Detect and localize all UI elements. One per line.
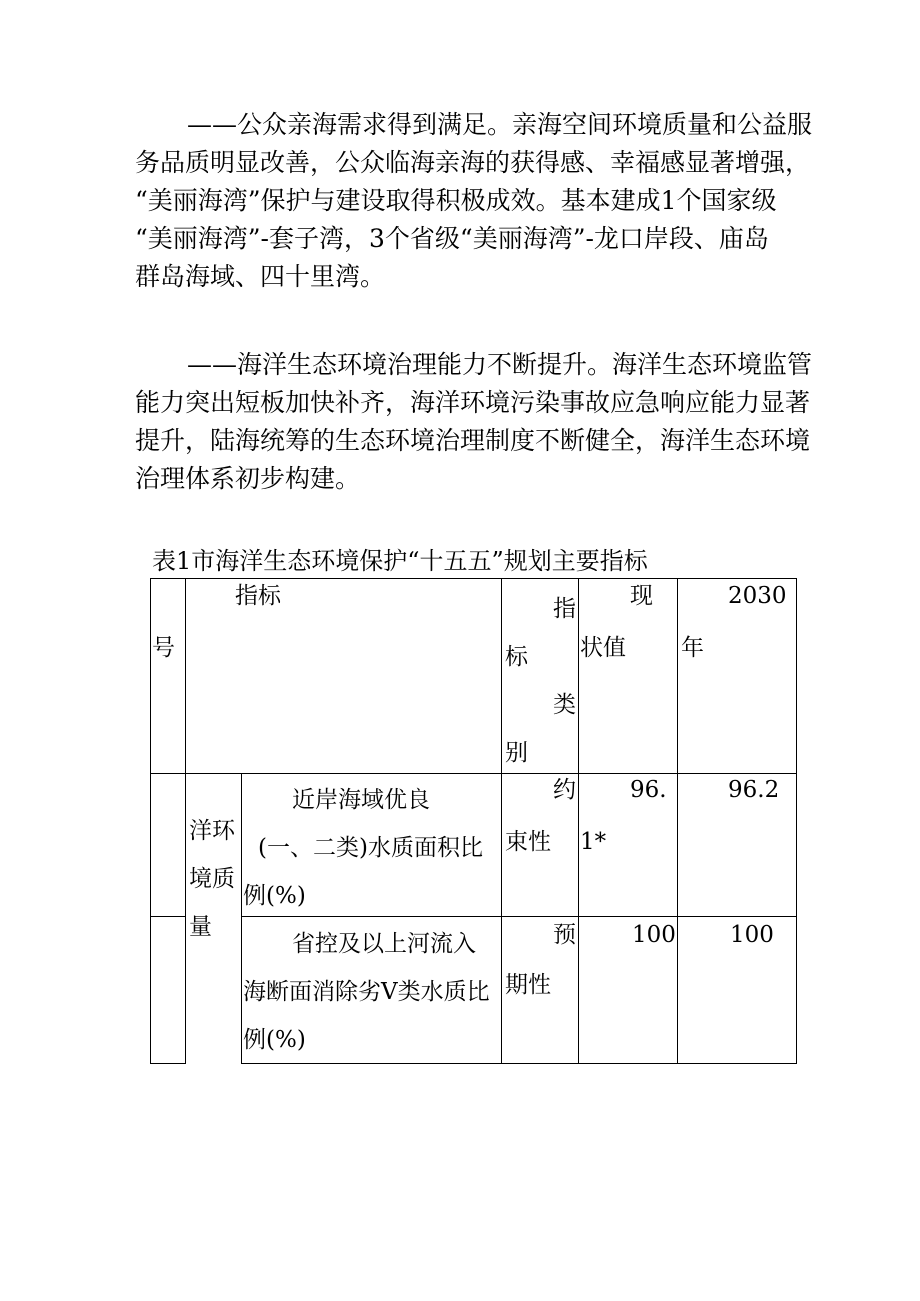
target-value: 96.2 <box>728 777 780 803</box>
header-type-char: 标 <box>505 644 528 670</box>
group-label-marine-env-quality: 量 <box>189 914 212 940</box>
table-border <box>150 1063 185 1064</box>
header-target-2030: 2030 <box>728 583 787 609</box>
header-indicator: 指标 <box>235 583 281 609</box>
paragraph-governance-capacity <box>135 346 813 498</box>
header-type-char: 指 <box>553 596 576 622</box>
current-value: 100 <box>632 922 676 948</box>
paragraph-line: “美丽海湾”-套子湾，3个省级“美丽海湾”-龙口岸段、庙岛 <box>135 224 769 253</box>
indicator-type: 预 <box>553 922 576 948</box>
paragraph-line: 治理体系初步构建。 <box>135 464 361 493</box>
table-border <box>241 773 242 1064</box>
table-border <box>150 773 797 774</box>
table-border <box>150 578 151 1064</box>
indicator-type: 期性 <box>505 972 551 998</box>
indicator-name: 省控及以上河流入 <box>292 931 476 957</box>
header-serial-number: 号 <box>152 635 175 661</box>
table-caption: 表1市海洋生态环境保护“十五五”规划主要指标 <box>152 547 648 575</box>
table-border <box>150 916 185 917</box>
table-border <box>185 578 186 1064</box>
group-label-marine-env-quality: 洋环 <box>189 818 235 844</box>
table-border <box>796 578 797 1064</box>
paragraph-line: “美丽海湾”保护与建设取得积极成效。基本建成1个国家级 <box>135 186 777 215</box>
group-label-marine-env-quality: 境质 <box>189 866 235 892</box>
header-type-char: 类 <box>553 692 576 718</box>
table-border <box>501 578 502 1064</box>
current-value: 1* <box>580 829 607 855</box>
table-border <box>241 1063 797 1064</box>
indicator-name: 海断面消除劣V类水质比 <box>243 979 490 1005</box>
table-border <box>578 578 579 1064</box>
paragraph-line: ——海洋生态环境治理能力不断提升。海洋生态环境监管 <box>187 350 813 379</box>
table-border <box>241 916 797 917</box>
paragraph-line: 提升，陆海统筹的生态环境治理制度不断健全，海洋生态环境 <box>135 426 811 455</box>
indicator-type: 约 <box>553 777 576 803</box>
indicator-type: 束性 <box>505 829 551 855</box>
indicator-name: (一、二类)水质面积比 <box>258 835 483 861</box>
paragraph-line: 务品质明显改善，公众临海亲海的获得感、幸福感显著增强， <box>135 148 811 177</box>
header-type-char: 别 <box>505 740 528 766</box>
paragraph-public-sea-access <box>135 106 813 296</box>
paragraph-line: 能力突出短板加快补齐，海洋环境污染事故应急响应能力显著 <box>135 388 811 417</box>
target-value: 100 <box>730 922 774 948</box>
paragraph-line: 群岛海域、四十里湾。 <box>135 262 386 291</box>
indicator-name: 近岸海域优良 <box>292 787 430 813</box>
paragraph-line: ——公众亲海需求得到满足。亲海空间环境质量和公益服 <box>187 110 813 139</box>
header-current-value: 状值 <box>580 635 626 661</box>
indicator-name: 例(%) <box>243 883 306 909</box>
current-value: 96. <box>630 777 667 803</box>
table-border <box>677 578 678 1064</box>
indicator-name: 例(%) <box>243 1027 306 1053</box>
header-current-value: 现 <box>630 583 653 609</box>
header-target-2030: 年 <box>681 635 704 661</box>
